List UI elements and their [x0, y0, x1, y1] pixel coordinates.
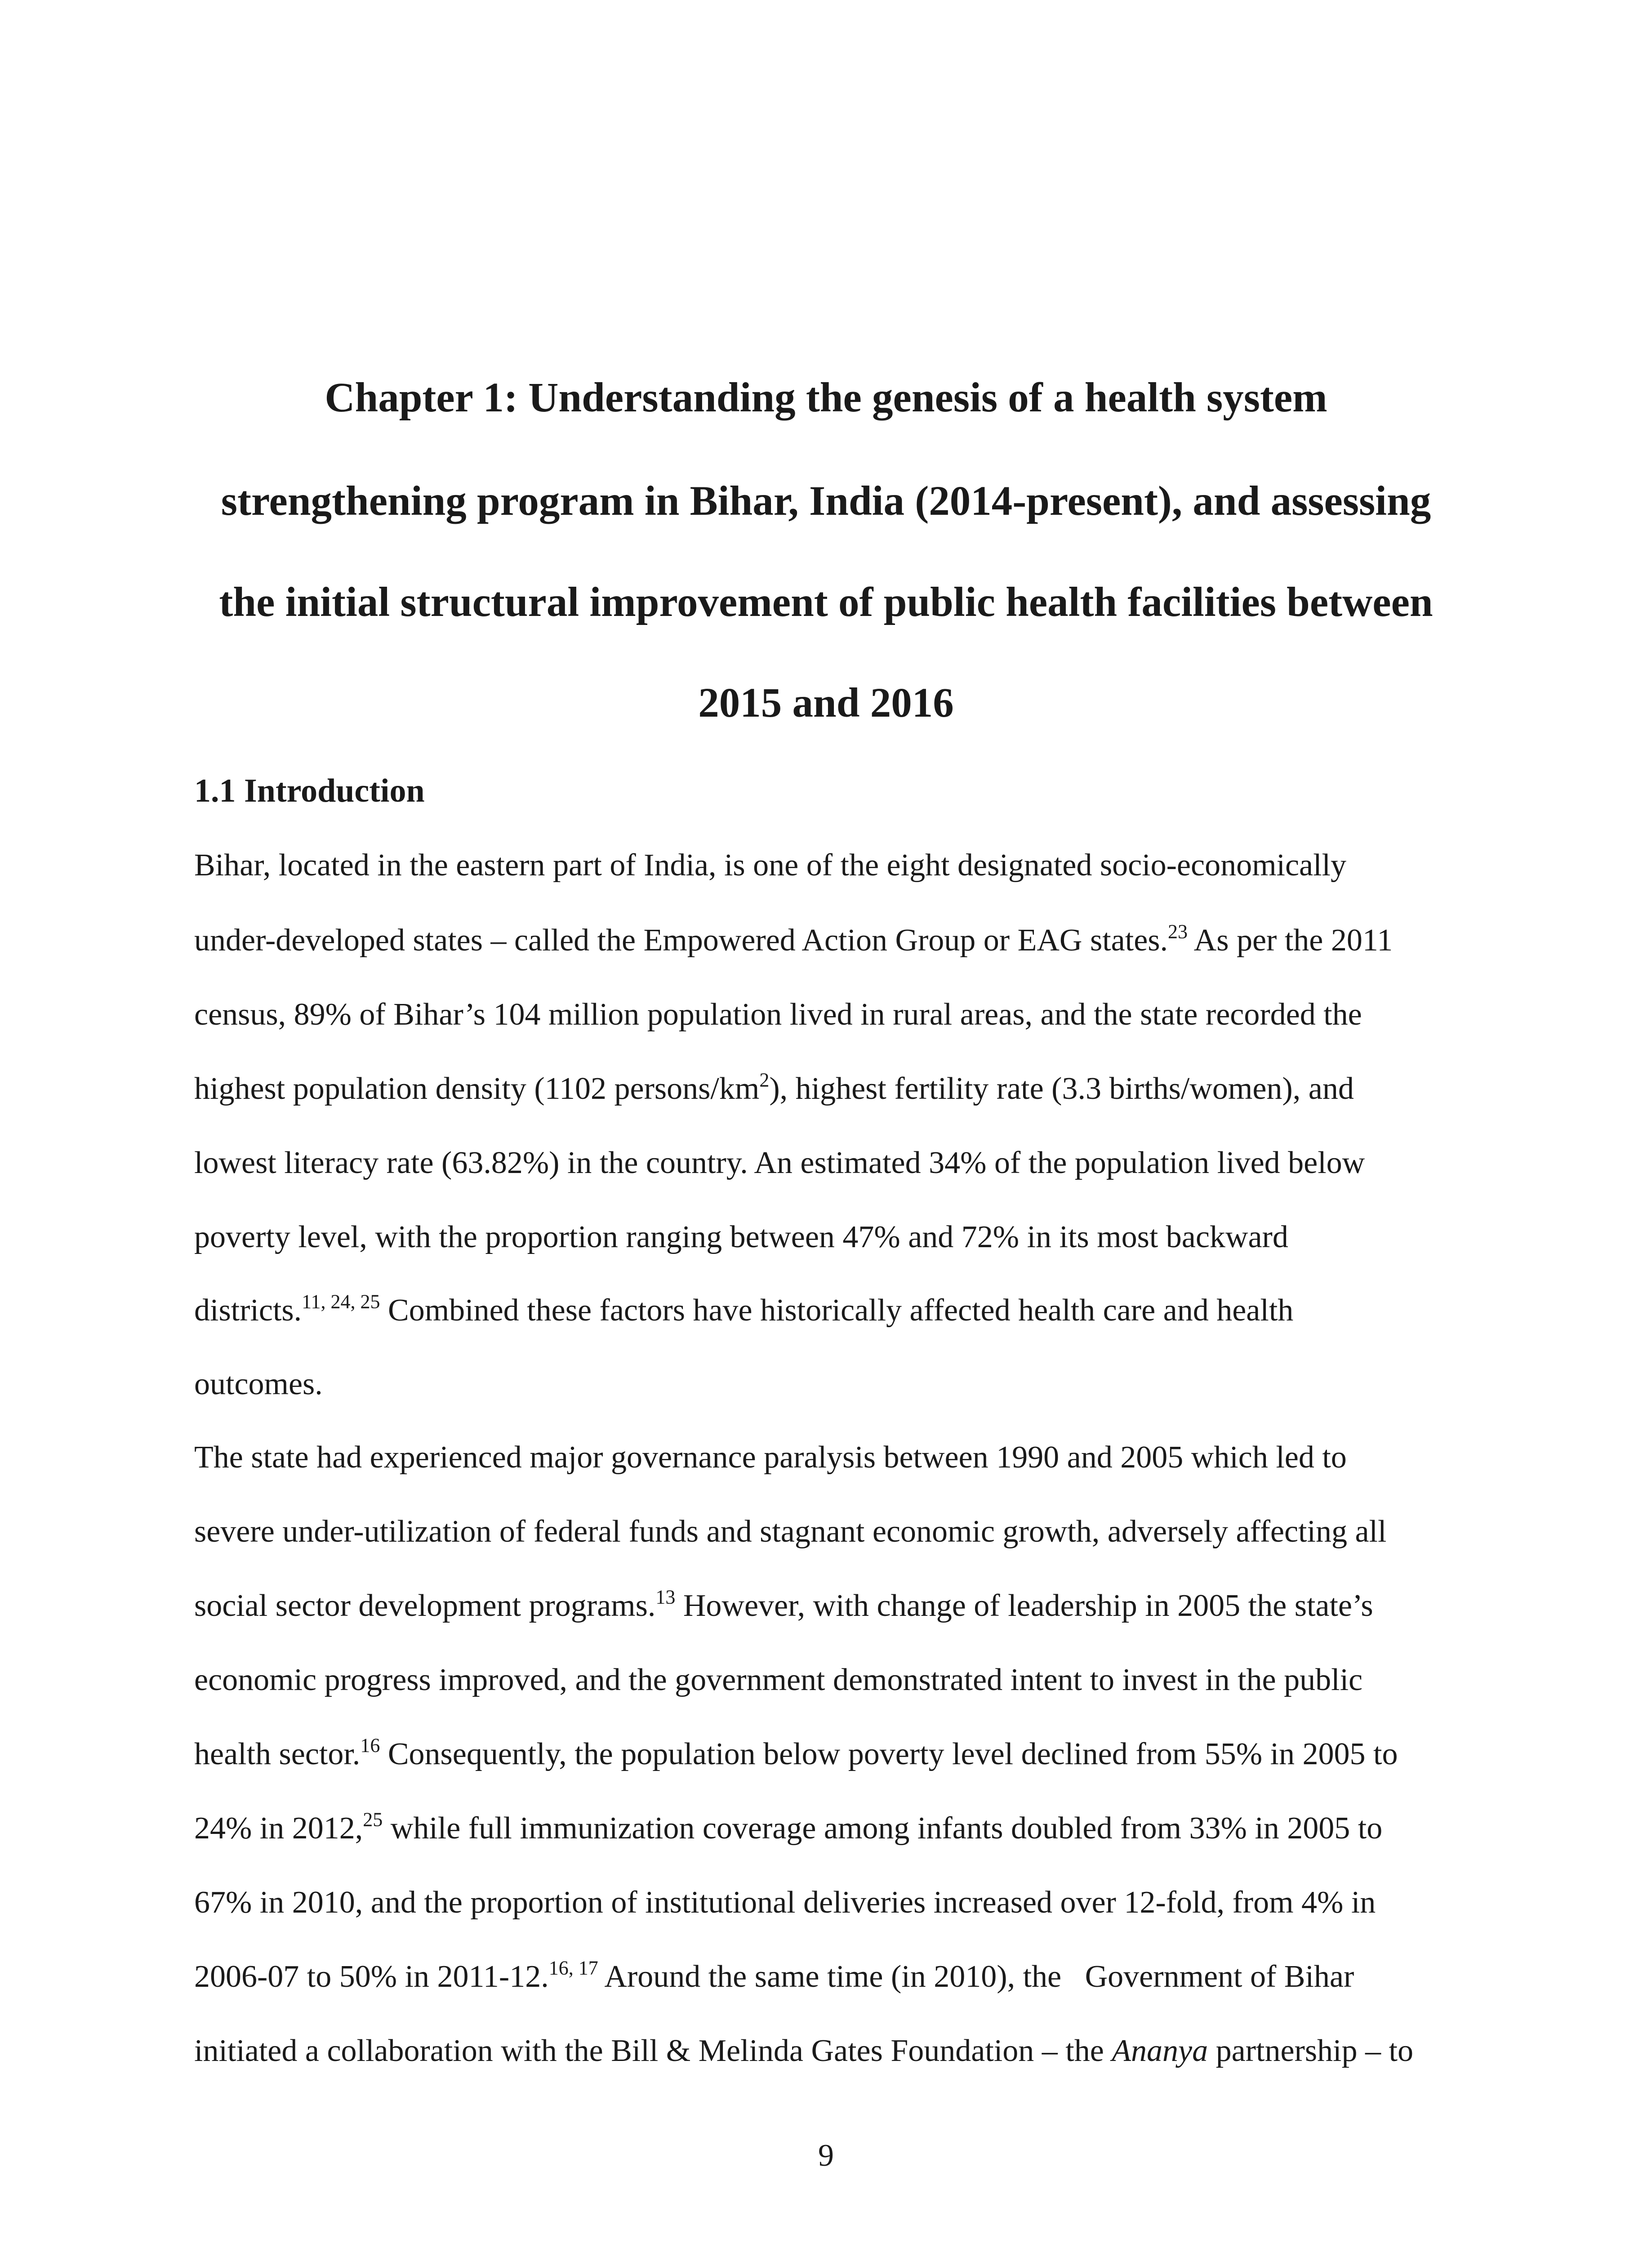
body-line-13: health sector.$^{16}$ Consequently, the population below poverty level declined from 55% in 2005 to — [194, 1734, 1398, 1771]
body-line-7: districts.$^{11, 24, 25}$ Combined these factors have historically affected health care and health — [194, 1290, 1294, 1328]
citation-superscript: 11, 24, 25 — [302, 1290, 380, 1313]
citation-superscript: 13 — [655, 1586, 676, 1608]
body-line-5: lowest literacy rate (63.82%) in the country. An estimated 34% of the population lived below — [194, 1146, 1365, 1180]
body-line-9: The state had experienced major governance paralysis between 1990 and 2005 which led to — [194, 1440, 1347, 1475]
body-line-6: poverty level, with the proportion ranging between 47% and 72% in its most backward — [194, 1220, 1288, 1254]
body-line-4: highest population density (1102 persons/$km^2$), highest fertility rate (3.3 births/women), and — [194, 1069, 1354, 1106]
body-line-14: 24% in 2012,25 while full immunization coverage among infants doubled from 33% in 2005 to — [194, 1808, 1383, 1846]
body-line-8: outcomes. — [194, 1367, 323, 1401]
body-line-1: Bihar, located in the eastern part of India, is one of the eight designated socio-economically — [194, 848, 1346, 883]
body-line-15: 67% in 2010, and the proportion of institutional deliveries increased over 12-fold, from 4% in — [194, 1885, 1376, 1920]
citation-superscript: 25 — [363, 1808, 383, 1831]
section-heading: 1.1 Introduction — [194, 772, 425, 809]
body-line-17: initiated a collaboration with the Bill & Melinda Gates Foundation – the Ananya partnership – to — [194, 2034, 1413, 2068]
body-line-16: 2006-07 to 50% in 2011-12.$^{16, 17}$ Around the same time (in 2010), the Government of Bihar — [194, 1957, 1354, 1994]
unit-superscript: 2 — [759, 1069, 770, 1091]
body-line-11: social sector development programs.$^{13}$ However, with change of leadership in 2005 the state’s — [194, 1586, 1373, 1623]
citation-superscript: 23 — [1168, 920, 1188, 943]
page-number: 9 — [818, 2138, 834, 2173]
body-line-10: severe under-utilization of federal funds and stagnant economic growth, adversely affecting all — [194, 1514, 1387, 1549]
citation-superscript: 16, 17 — [548, 1957, 598, 1979]
body-line-2: under-developed states – called the Empowered Action Group or EAG states.$^{23}$ As per the 2011 — [194, 920, 1393, 958]
body-line-12: economic progress improved, and the government demonstrated intent to invest in the public — [194, 1663, 1363, 1697]
citation-superscript: 16 — [360, 1734, 380, 1757]
chapter-title-line-1: Chapter 1: Understanding the genesis of a health system — [325, 375, 1327, 421]
body-line-3: census, 89% of Bihar’s 104 million population lived in rural areas, and the state recorded the — [194, 997, 1362, 1032]
chapter-title-line-3: the initial structural improvement of public health facilities between — [219, 579, 1433, 625]
chapter-title-line-4: 2015 and 2016 — [698, 680, 954, 726]
italic-partnership-name: Ananya — [1112, 2034, 1208, 2068]
chapter-title-line-2: strengthening program in Bihar, India (2014-present), and assessing — [221, 478, 1431, 524]
